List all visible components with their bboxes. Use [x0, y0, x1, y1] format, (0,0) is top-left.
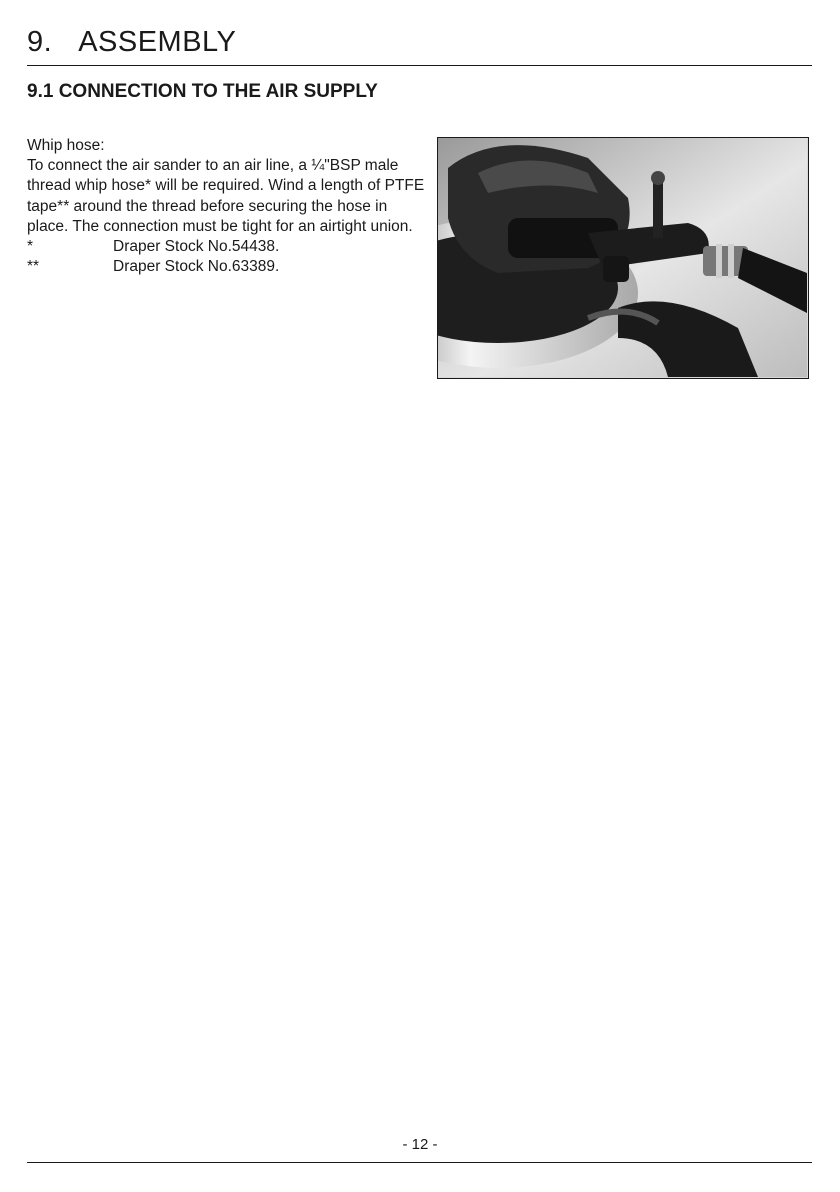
air-sander-photo: [437, 137, 809, 379]
footer-rule: [27, 1162, 812, 1163]
footnote-mark: **: [27, 258, 40, 276]
footnote-1: [27, 237, 427, 257]
header-rule: [27, 65, 812, 66]
page-number: - 12 -: [402, 1136, 438, 1153]
air-sander-illustration: [438, 138, 807, 377]
footnote-mark: *: [27, 238, 34, 256]
chapter-number: 9.: [27, 26, 53, 58]
footnote-text: Draper Stock No.54438.: [113, 238, 280, 256]
footnote-text: Draper Stock No.63389.: [113, 258, 280, 276]
chapter-title: [27, 24, 236, 60]
whip-hose-body: To connect the air sander to an air line, a ¼"BSP male thread whip hose* will be required. Wind a length of PTFE tape** around the thread before securing the hose in place. The connection must be tight for an airtight union.: [27, 157, 425, 235]
chapter-name: ASSEMBLY: [78, 26, 237, 58]
footnote-2: [27, 257, 427, 277]
whip-hose-section: [27, 136, 427, 277]
section-title: 9.1 CONNECTION TO THE AIR SUPPLY: [27, 81, 378, 102]
whip-hose-heading: Whip hose:: [27, 137, 105, 154]
